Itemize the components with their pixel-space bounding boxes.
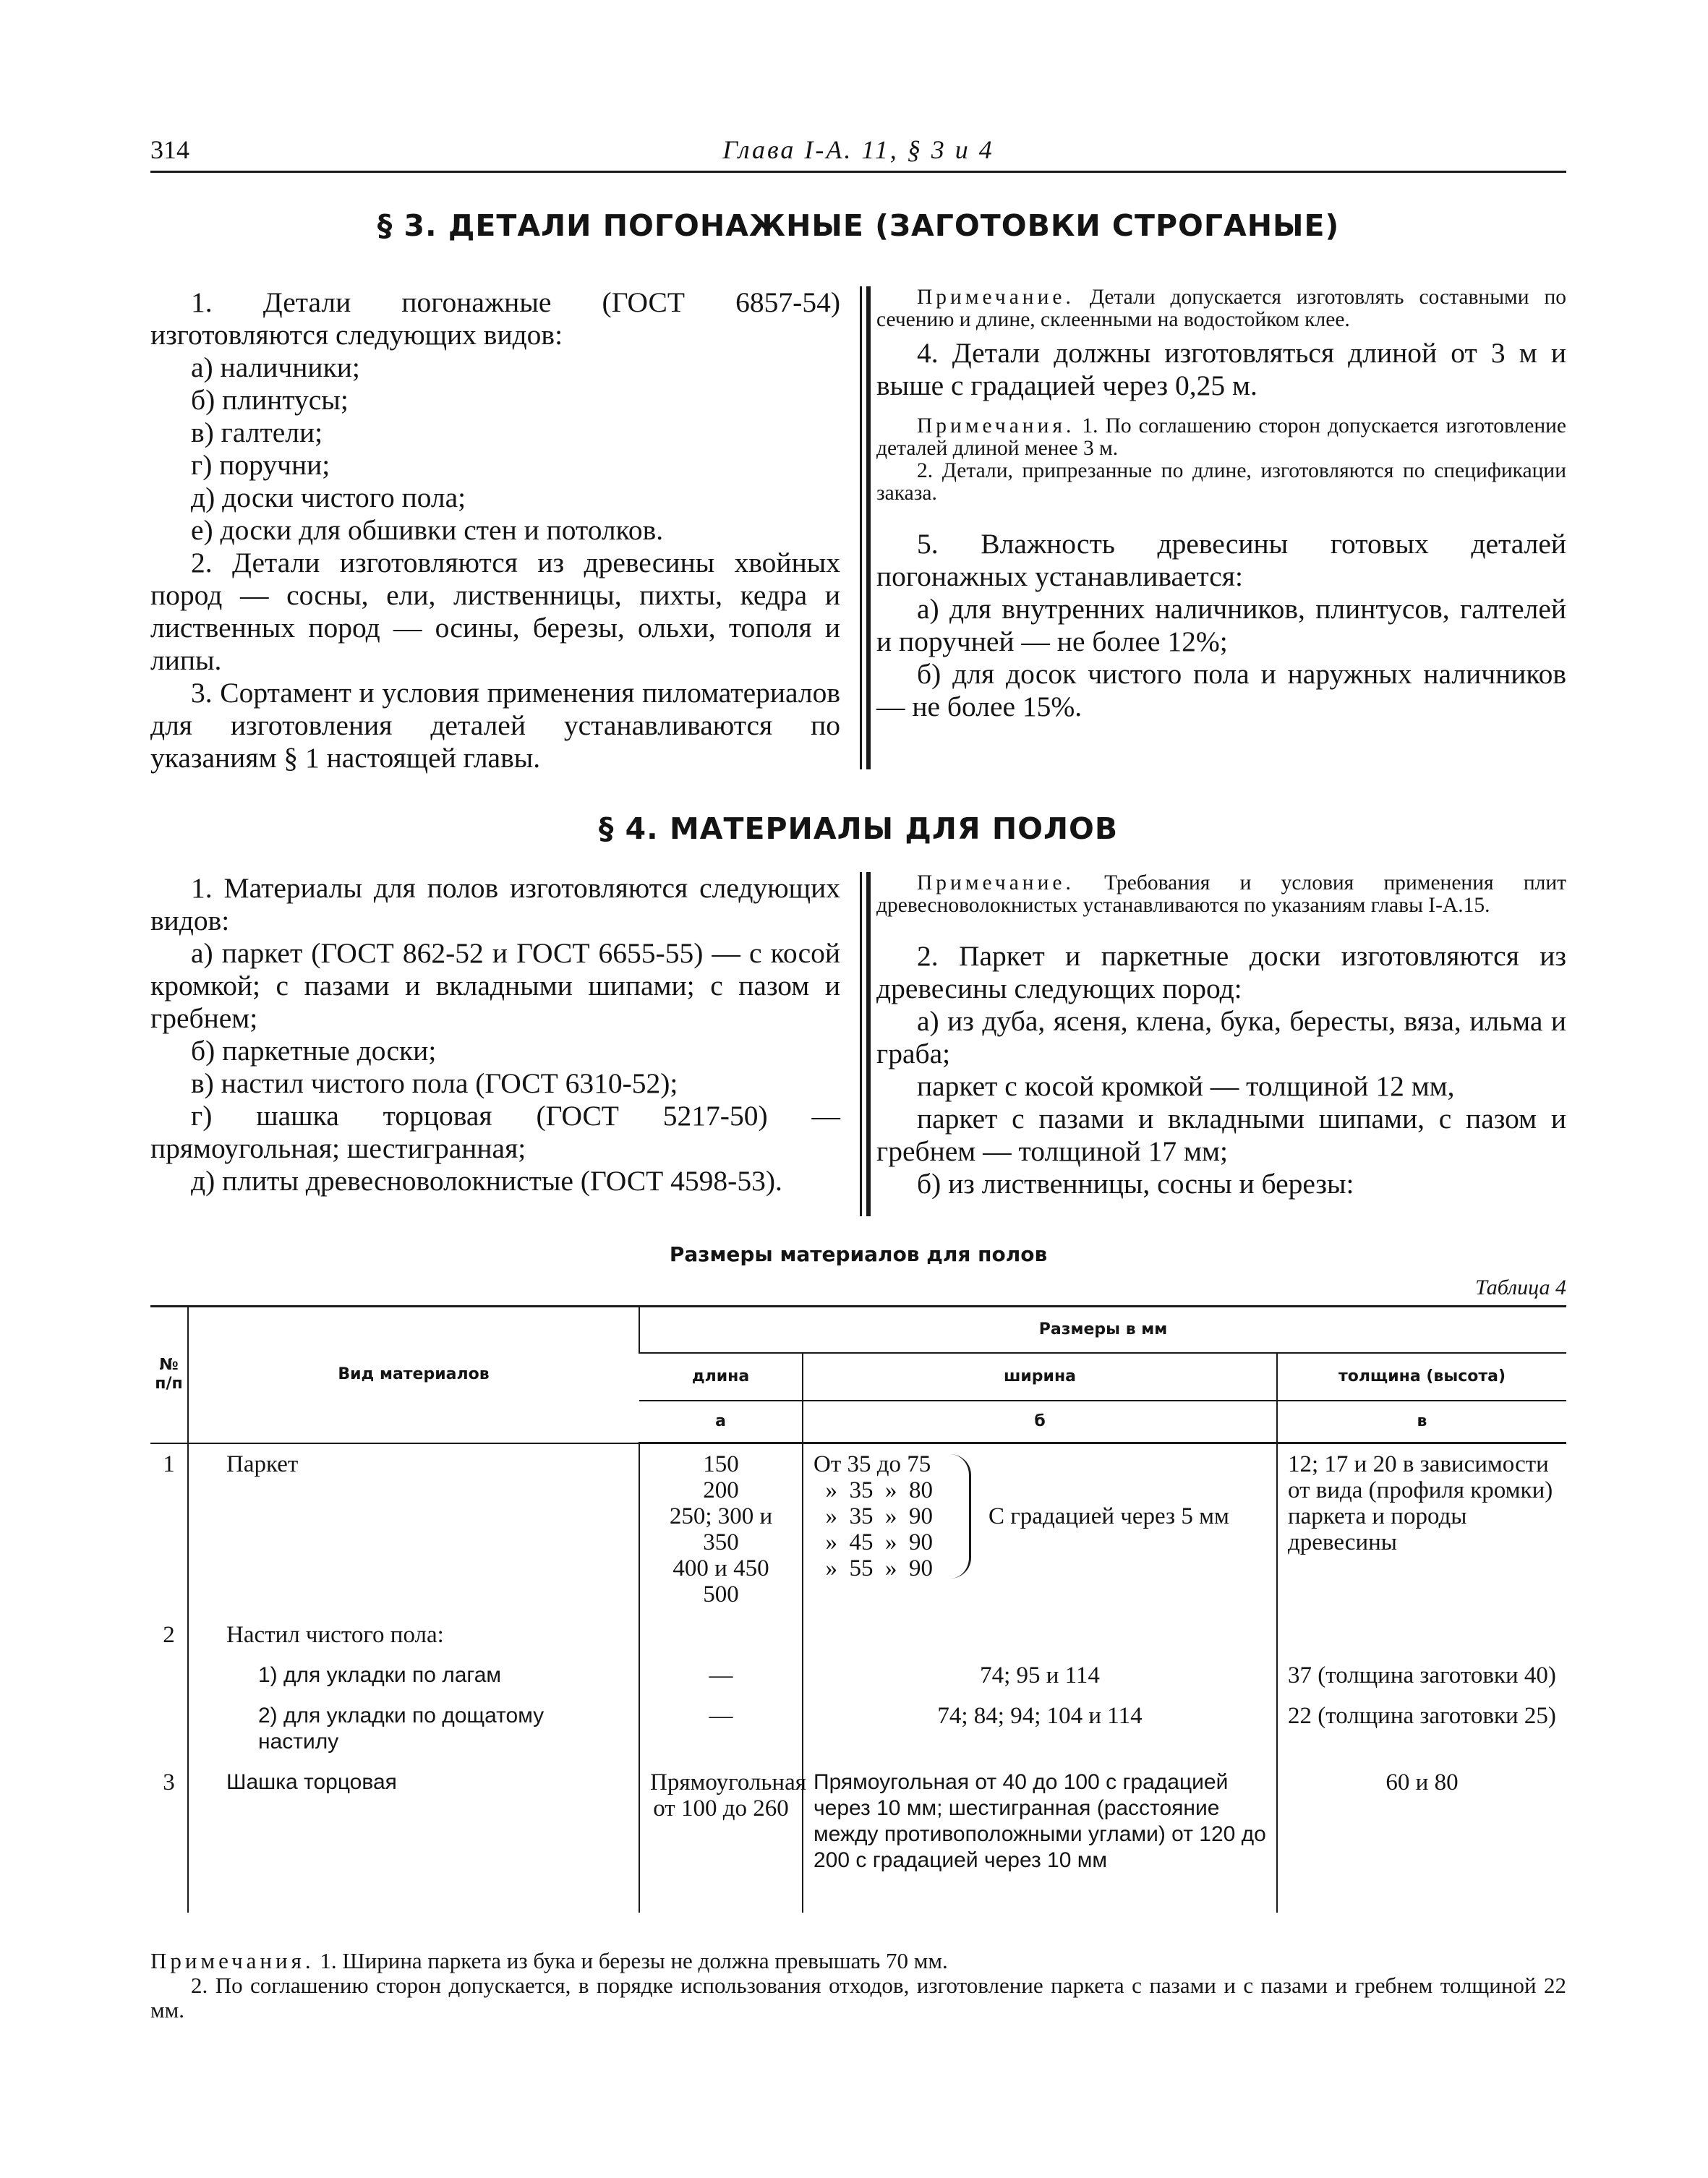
- paragraph: 3. Сортамент и условия применения пиломатериалов для изготовления деталей устанавливаются по указаниям § 1 настоящей главы.: [150, 677, 840, 774]
- paragraph: б) для досок чистого пола и наружных наличников — не более 15%.: [876, 658, 1566, 722]
- section-4-heading: § 4. МАТЕРИАЛЫ ДЛЯ ПОЛОВ: [598, 811, 1119, 846]
- width-range-block: [814, 1451, 1266, 1581]
- note-label: Примечания.: [917, 414, 1075, 437]
- row-kind: Шашка торцовая: [188, 1762, 639, 1913]
- note: [876, 286, 1566, 331]
- paragraph: г) шашка торцовая (ГОСТ 5217-50) — прямоугольная; шестигранная;: [150, 1100, 840, 1164]
- row-thickness: 37 (толщина заготовки 40): [1277, 1655, 1566, 1696]
- list-item: д) доски чистого пола;: [191, 482, 466, 513]
- paragraph: 4. Детали должны изготовляться длиной от 3 м и выше с градацией через 0,25 м.: [876, 337, 1566, 401]
- list-item: г) поручни;: [191, 449, 330, 481]
- table-caption: Размеры материалов для полов: [669, 1242, 1048, 1266]
- row-kind: Паркет: [188, 1443, 639, 1615]
- list-item: а) наличники;: [191, 351, 360, 383]
- column-header-width: ширина: [803, 1353, 1277, 1401]
- row-width: [803, 1443, 1277, 1615]
- length-value: 500: [703, 1581, 739, 1607]
- section-3-right-column: [876, 286, 1566, 723]
- paragraph: 1. Детали погонажные (ГОСТ 6857-54) изготовляются следующих видов:: [150, 286, 840, 351]
- row-width: 74; 84; 94; 104 и 114: [803, 1696, 1277, 1762]
- length-value: 150: [703, 1451, 739, 1477]
- row-length: [639, 1443, 803, 1615]
- paragraph: а) из дуба, ясеня, клена, бука, бересты, вяза, ильма и граба;: [876, 1005, 1566, 1069]
- paragraph: 2. Детали изготовляются из древесины хвойных пород — сосны, ели, лиственницы, пихты, кедра и лиственных пород — осины, березы, ольхи, тополя и липы.: [150, 547, 840, 676]
- note: [876, 872, 1566, 917]
- paragraph: а) для внутренних наличников, плинтусов, галтелей и поручней — не более 12%;: [876, 593, 1566, 657]
- width-gradation-note: С градацией через 5 мм: [988, 1503, 1229, 1529]
- column-header-thickness: толщина (высота): [1277, 1353, 1566, 1401]
- column-divider: [860, 872, 864, 1216]
- row-thickness: 22 (толщина заготовки 25): [1277, 1696, 1566, 1762]
- width-range: » 55 » 90: [814, 1555, 933, 1581]
- section-3-left-column: [150, 286, 840, 774]
- width-range: » 35 » 80: [814, 1477, 933, 1503]
- column-header-sizes: Размеры в мм: [639, 1307, 1566, 1354]
- width-range-list: [814, 1451, 933, 1581]
- footnote-label: Примечания.: [150, 1948, 315, 1973]
- width-range: От 35 до 75: [814, 1451, 931, 1477]
- paragraph: паркет с косой кромкой — толщиной 12 мм,: [917, 1070, 1455, 1102]
- section-3-heading: § 3. ДЕТАЛИ ПОГОНАЖНЫЕ (ЗАГОТОВКИ СТРОГАНЫЕ): [377, 208, 1340, 243]
- width-range: » 35 » 90: [814, 1503, 933, 1529]
- row-thickness: 60 и 80: [1277, 1762, 1566, 1913]
- paragraph: 2. Паркет и паркетные доски изготовляются из древесины следующих пород:: [876, 940, 1566, 1004]
- column-letter-width: б: [803, 1401, 1277, 1443]
- note-label: Примечание.: [917, 286, 1075, 309]
- running-head: [150, 134, 1566, 173]
- footnote-text: 1. Ширина паркета из бука и березы не должна превышать 70 мм.: [320, 1948, 948, 1973]
- column-header-length: длина: [639, 1353, 803, 1401]
- table-footnotes: [150, 1949, 1566, 2023]
- note-text: 1. По соглашению сторон допускается изготовление деталей длиной менее 3 м.: [876, 414, 1566, 460]
- row-kind: Настил чистого пола:: [188, 1615, 639, 1655]
- list-item: б) плинтусы;: [191, 384, 349, 416]
- table-row: [150, 1696, 1566, 1762]
- footnote: 2. По соглашению сторон допускается, в порядке использования отходов, изготовление паркета с пазами и с пазами и гребнем толщиной 22 мм.: [150, 1973, 1566, 2023]
- brace-icon: [950, 1454, 971, 1579]
- paragraph: в) настил чистого пола (ГОСТ 6310-52);: [191, 1067, 678, 1099]
- note: 2. Детали, припрезанные по длине, изготовляются по спецификации заказа.: [876, 459, 1566, 505]
- row-number: 3: [163, 1769, 175, 1795]
- section-4-left-column: [150, 872, 840, 1197]
- paragraph: б) паркетные доски;: [191, 1035, 437, 1067]
- table-row: [150, 1615, 1566, 1655]
- length-value: 250; 300 и 350: [669, 1503, 773, 1555]
- width-range: » 45 » 90: [814, 1529, 933, 1555]
- table-row: [150, 1762, 1566, 1913]
- paragraph: б) из лиственницы, сосны и березы:: [917, 1168, 1354, 1200]
- note-text: Требования и условия применения плит древесноволокнистых устанавливаются по указаниям главы I-А.15.: [876, 871, 1567, 917]
- row-width: Прямоугольная от 40 до 100 с градацией через 10 мм; шестигранная (расстояние между противоположными углами) от 120 до 200 с градацией через 10 мм: [803, 1762, 1277, 1913]
- paragraph: а) паркет (ГОСТ 862-52 и ГОСТ 6655-55) — с косой кромкой; с пазами и вкладными шипами; с пазом и гребнем;: [150, 937, 840, 1034]
- column-letter-thickness: в: [1277, 1401, 1566, 1443]
- paragraph: 1. Материалы для полов изготовляются следующих видов:: [150, 872, 840, 936]
- dimensions-table: [150, 1305, 1566, 1913]
- note: [876, 415, 1566, 460]
- length-value: 200: [703, 1477, 739, 1503]
- footnote: [150, 1949, 1566, 1973]
- row-length: —: [639, 1655, 803, 1696]
- row-number: 2: [163, 1622, 175, 1648]
- row-length: —: [639, 1696, 803, 1762]
- note-text: Детали допускается изготовлять составными по сечению и длине, склеенными на водостойком клее.: [876, 286, 1567, 331]
- row-width: 74; 95 и 114: [803, 1655, 1277, 1696]
- row-thickness: 12; 17 и 20 в зависимости от вида (профиля кромки) паркета и породы древесины: [1277, 1443, 1566, 1615]
- column-header-number: № п/п: [150, 1307, 188, 1443]
- row-kind: 2) для укладки по дощатому настилу: [188, 1696, 639, 1762]
- list-item: в) галтели;: [191, 417, 323, 448]
- paragraph: 5. Влажность древесины готовых деталей погонажных устанавливается:: [876, 528, 1566, 592]
- running-title: Глава I-А. 11, § 3 и 4: [722, 135, 994, 164]
- length-value: 400 и 450: [672, 1555, 769, 1581]
- column-letter-length: а: [639, 1401, 803, 1443]
- page-number: 314: [150, 135, 189, 164]
- paragraph: д) плиты древесноволокнистые (ГОСТ 4598-53).: [191, 1165, 782, 1197]
- section-4-right-column: [876, 872, 1566, 1200]
- row-number: 1: [163, 1451, 175, 1477]
- column-divider: [860, 286, 864, 769]
- row-kind: 1) для укладки по лагам: [188, 1655, 639, 1696]
- paragraph: паркет с пазами и вкладными шипами, с пазом и гребнем — толщиной 17 мм;: [876, 1103, 1566, 1167]
- column-header-kind: Вид материалов: [188, 1307, 639, 1443]
- list-item: е) доски для обшивки стен и потолков.: [191, 514, 664, 546]
- table-row: [150, 1443, 1566, 1615]
- table-number: Таблица 4: [1475, 1276, 1566, 1299]
- table-row: [150, 1655, 1566, 1696]
- row-length: Прямоугольная от 100 до 260: [639, 1762, 803, 1913]
- note-label: Примечание.: [917, 871, 1075, 894]
